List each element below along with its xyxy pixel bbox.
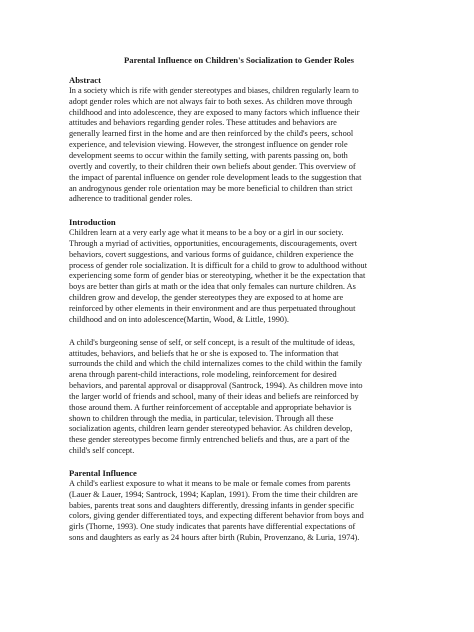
section-heading-abstract: Abstract <box>69 75 101 85</box>
text-line: childhood and into adolescence, they are exposed to many factors which influence their <box>69 107 360 117</box>
text-line: these gender stereotypes become firmly entrenched beliefs and thus, are a part of the <box>69 435 350 445</box>
text-line: girls (Thorne, 1993). One study indicates that parents have differential expectations of <box>69 522 356 532</box>
text-line: Through a myriad of activities, opportunities, encouragements, discouragements, overt <box>69 238 358 248</box>
text-line: A child's burgeoning sense of self, or self concept, is a result of the multitude of ideas, <box>69 337 355 347</box>
text-line: behaviors, and parental approval or disapproval (Santrock, 1994). As children move into <box>69 381 363 391</box>
text-line: childhood and on into adolescence(Martin, Wood, & Little, 1990). <box>69 314 289 324</box>
text-line: those around them. A further reinforcement of acceptable and appropriate behavior is <box>69 402 352 412</box>
document-title: Parental Influence on Children's Socialization to Gender Roles <box>124 55 354 65</box>
text-line: attitudes, behaviors, and beliefs that he or she is exposed to. The information that <box>69 348 339 358</box>
text-line: Children learn at a very early age what it means to be a boy or a girl in our society. <box>69 228 344 238</box>
text-line: adopt gender roles which are not always fair to both sexes. As children move through <box>69 96 353 106</box>
text-line: children grow and develop, the gender stereotypes they are exposed to at home are <box>69 293 344 303</box>
text-line: experience, and television viewing. However, the strongest influence on gender role <box>69 140 348 150</box>
text-line: colors, giving gender differentiated toys, and expecting different behavior from boys and <box>69 511 364 521</box>
introduction-paragraph-1 <box>69 228 409 326</box>
text-line: shown to children through the media, in particular, television. Through all these <box>69 413 334 423</box>
abstract-paragraph <box>69 86 409 205</box>
text-line: development seems to occur within the family setting, with parents passing on, both <box>69 150 348 160</box>
text-line: socialization agents, children learn gender stereotyped behavior. As children develop, <box>69 424 353 434</box>
text-line: surrounds the child and which the child internalizes comes to the child within the family <box>69 359 363 369</box>
text-line: child's self concept. <box>69 446 135 456</box>
text-line: overtly and covertly, to their children their own beliefs about gender. This overview of <box>69 161 356 171</box>
section-heading-parental-influence: Parental Influence <box>69 467 137 478</box>
text-line: adherence to traditional gender roles. <box>69 194 193 204</box>
document-page <box>69 54 409 544</box>
text-line: A child's earliest exposure to what it means to be male or female comes from parents <box>69 478 351 488</box>
text-line: generally learned first in the home and are then reinforced by the child's peers, school <box>69 129 354 139</box>
text-line: experiencing some form of gender bias or stereotyping, whether it be the expectation that <box>69 271 366 281</box>
text-line: boys are better than girls at math or the idea that only females can nurture children. As <box>69 282 356 292</box>
text-line: behaviors, covert suggestions, and various forms of guidance, children experience the <box>69 249 354 259</box>
introduction-paragraph-2 <box>69 338 409 457</box>
text-line: process of gender role socialization. It is difficult for a child to grow to adulthood without <box>69 260 368 270</box>
text-line: babies, parents treat sons and daughters differently, dressing infants in gender specific <box>69 500 355 510</box>
text-line: attitudes and behaviors regarding gender roles. These attitudes and behaviors are <box>69 118 337 128</box>
text-line: an androgynous gender role orientation may be more beneficial to children than strict <box>69 183 353 193</box>
text-line: In a society which is rife with gender stereotypes and biases, children regularly learn to <box>69 85 359 95</box>
text-line: sons and daughters as early as 24 hours after birth (Rubin, Provenzano, & Luria, 1974). <box>69 533 360 543</box>
section-heading-introduction: Introduction <box>69 217 116 228</box>
text-line: the impact of parental influence on gender role development leads to the suggestion that <box>69 172 362 182</box>
text-line: (Lauer & Lauer, 1994; Santrock, 1994; Kaplan, 1991). From the time their children are <box>69 489 358 499</box>
text-line: arena through parent-child interactions, role modeling, reinforcement for desired <box>69 370 337 380</box>
text-line: reinforced by other elements in their environment and are thus perpetuated throughout <box>69 304 356 313</box>
parental-influence-paragraph <box>69 479 409 544</box>
text-line: the larger world of friends and school, many of their ideas and beliefs are reinforced by <box>69 391 359 401</box>
